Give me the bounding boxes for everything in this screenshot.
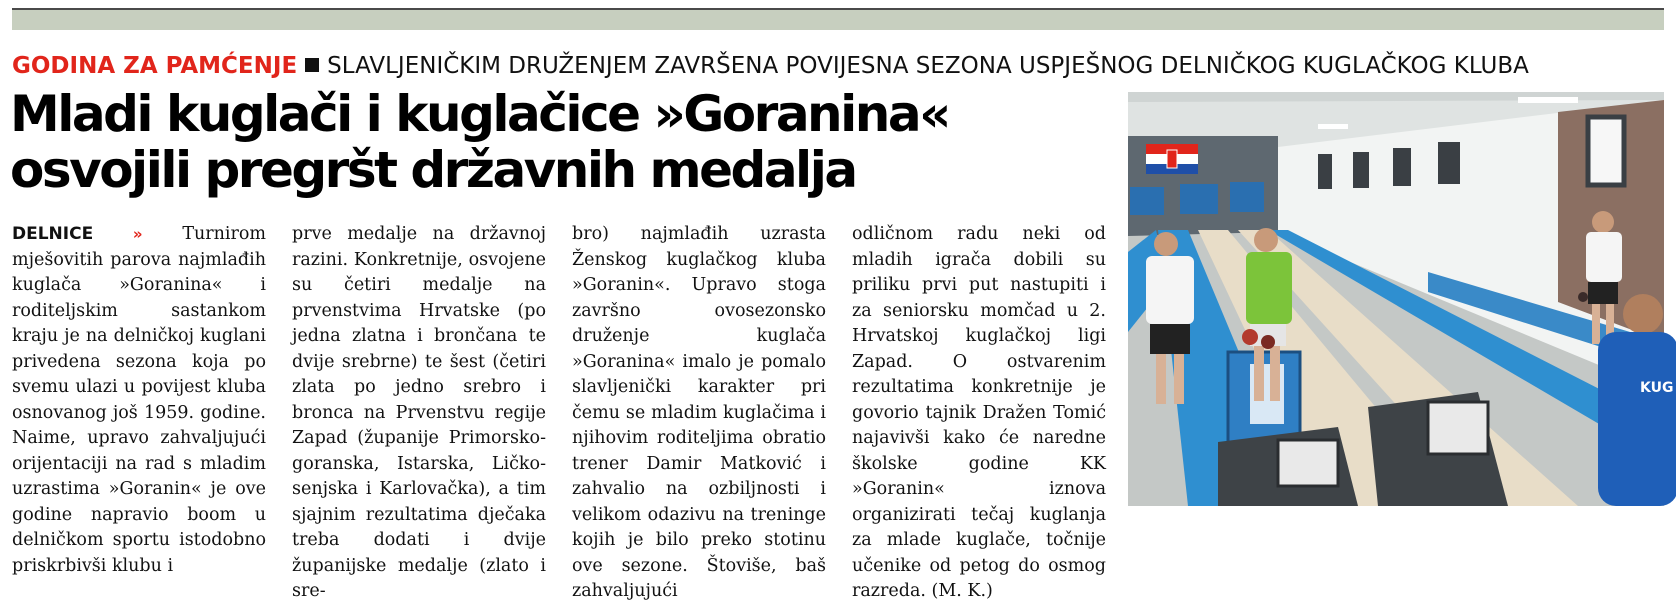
kicker-label: GODINA ZA PAMĆENJE [12,53,298,79]
bowling-alley-photo [1128,92,1674,506]
photo-illustration [1128,92,1674,506]
window-shape [1318,154,1332,189]
column-text: prve medalje na državnoj razini. Konkretnije, osvojene su četiri medalje na prvenstvima Hrvatske (po jedna zlatna i brončana te dvije srebrne) te šest (četiri zlata po jedno srebro i bronca na Prvenstvu regije Zapad (županije Primorsko-goranska, Istarska, Ličko-senjska i Karlovačka), a tim sjajnim rezultatima dječaka treba dodati i dvije županijske medalje (zlato i sre- [292,224,546,601]
column-text: Turnirom mješovitih parova najmlađih kuglača »Goranina« i roditeljskim sastankom kraju je na delničkoj kuglani privedena sezona koja po svemu ulazi u povijest kluba osnovanog još 1959. godine. Naime, upravo zahvaljujući orijentaciji na rad s mladim uzrastima »Goranin« je ove godine napravio boom u delničkom sportu istodobno priskrbivši klubu i [12,224,266,576]
top-color-band [12,8,1664,30]
article-column-2 [292,222,546,605]
dateline: DELNICE [12,224,94,244]
article-body [12,222,1120,601]
article-column-4 [852,222,1106,605]
article-column-3 [572,222,826,605]
column-text: bro) najmlađih uzrasta Ženskog kuglačkog kluba »Goranin«. Upravo stoga završno ovosezonsko druženje kuglača »Goranina« imalo je pomalo slavljenički karakter pri čemu se mladim kuglačima i njihovim roditeljima obratio trener Damir Matković i zahvalio na ozbiljnosti i velikom odazivu na treninge kojih je bilo preko stotinu ove sezone. Štoviše, baš zahvaljujući [572,224,826,601]
kicker-text: SLAVLJENIČKIM DRUŽENJEM ZAVRŠENA POVIJESNA SEZONA USPJEŠNOG DELNIČKOG KUGLAČKOG KLUBA [327,53,1529,79]
column-text: odličnom radu neki od mladih igrača dobili su priliku prvi put nastupiti i za seniorsku momčad u 2. Hrvatskoj kuglačkoj ligi Zapad. O ostvarenim rezultatima konkretnije je govorio tajnik Dražen Tomić najavivši kako će naredne školske godine KK »Goranin« iznova organizirati tečaj kuglanja za mlade kuglače, točnije učenike od petog do osmog razreda. (M. K.) [852,224,1106,601]
kicker [12,50,1529,82]
dateline-arrows-icon: » [132,225,143,243]
croatian-flag-icon [1146,144,1198,174]
headline: Mladi kuglači i kuglačice »Goranina« osvojili pregršt državnih medalja [10,85,949,199]
square-bullet-icon [305,58,319,72]
jersey-text: KUG [1640,380,1674,396]
article-column-1 [12,222,266,579]
